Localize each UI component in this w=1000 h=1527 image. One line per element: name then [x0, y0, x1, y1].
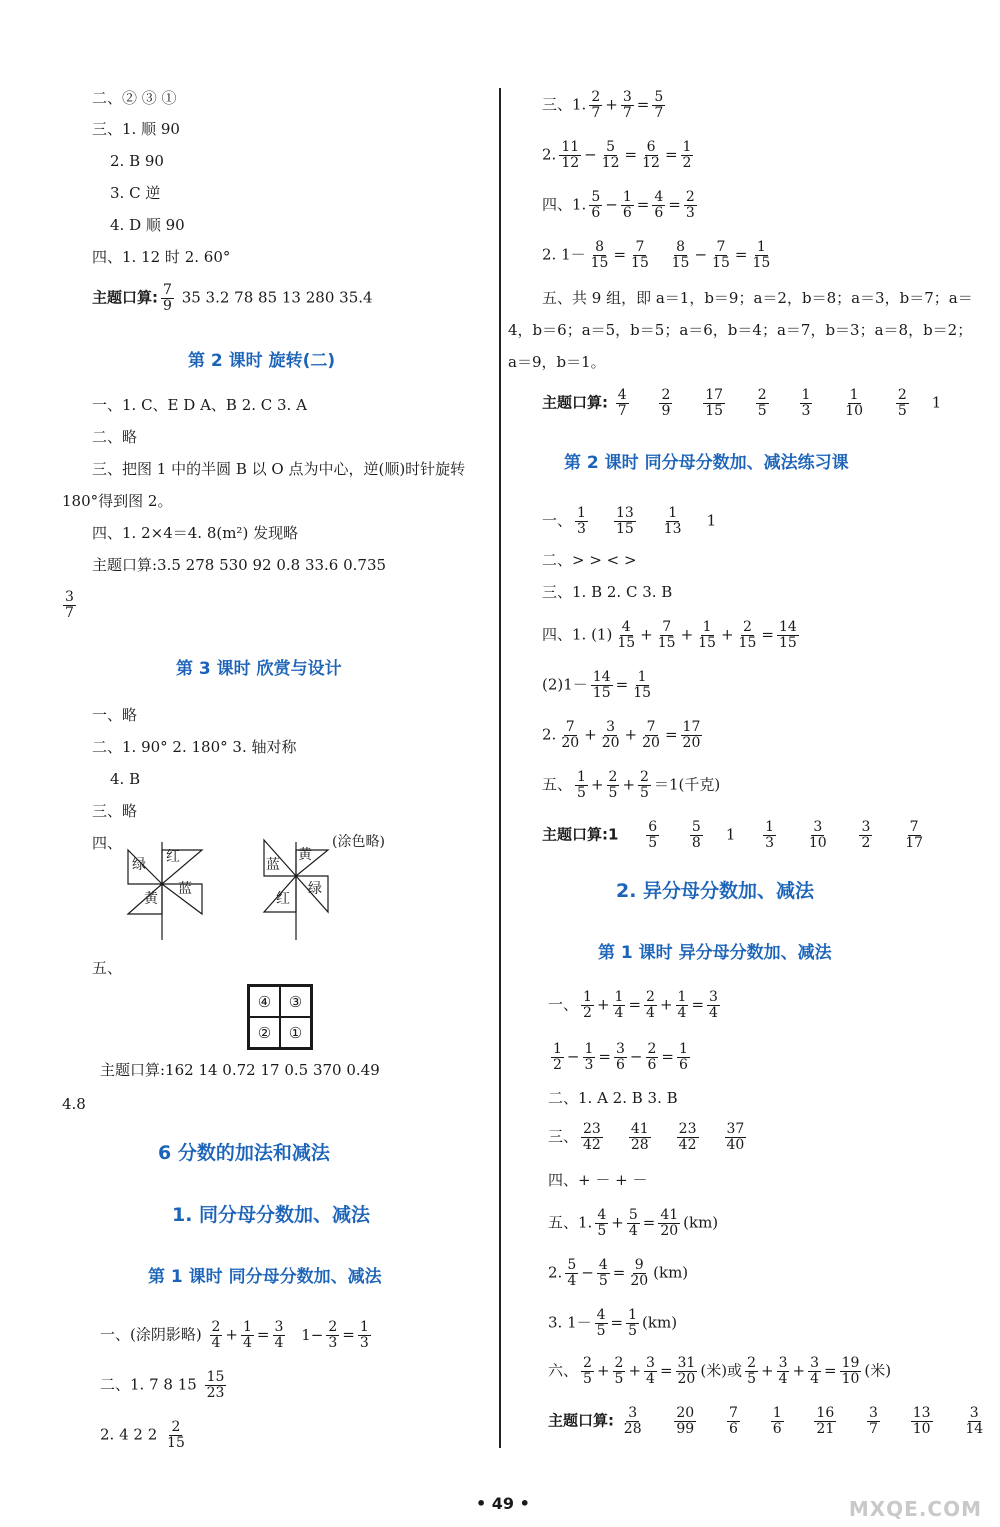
zhuti-3-cont: 4.8	[62, 1095, 86, 1113]
l3-b: 4. B	[110, 770, 141, 788]
r-wu-2-2: 2. $\frac{5}{4}$ − $\frac{4}{5}$ = $\frac{9}{20}$ (km)	[548, 1257, 689, 1289]
l2-si: 四、1. 2×4＝4. 8(m²) 发现略	[92, 524, 299, 542]
l3-wu: 五、	[92, 959, 123, 977]
r-san-2: 2. $\frac{11}{12}$ − $\frac{5}{12}$ = $\frac{6}{12}$ = $\frac{1}{2}$	[542, 139, 692, 171]
l2-er: 二、略	[92, 428, 138, 446]
s1-er-2: 2. 4 2 2 $\frac{2}{15}$	[100, 1419, 185, 1451]
answer-san-3: 3. C 逆	[110, 184, 161, 202]
zhuti-kousuan-1: 主题口算: $\frac{7}{9}$ 35 3.2 78 85 13 280 35.4	[92, 282, 373, 314]
r-san-1: 三、1. $\frac{2}{7}$ + $\frac{3}{7}$ = $\frac{5}{7}$	[542, 89, 664, 121]
r-wu-2-1: 五、1. $\frac{4}{5}$ + $\frac{5}{4}$ = $\frac{41}{20}$ (km)	[548, 1207, 719, 1239]
answer-san-1: 三、1. 顺 90	[92, 120, 180, 138]
r-yi: 一、 $\frac{1}{3}$ $\frac{13}{15}$ $\frac{1}{13}$ 1	[542, 505, 717, 537]
r-wu-c: a＝9，b＝1。	[508, 353, 606, 371]
r-yi-2a: 一、 $\frac{1}{2}$ + $\frac{1}{4}$ = $\frac{2}{4}$ + $\frac{1}{4}$ = $\frac{3}{4}$	[548, 989, 718, 1021]
zhuti-kousuan-2: 主题口算:3.5 278 530 92 0.8 33.6 0.735	[92, 556, 387, 574]
r-wu-b: 4，b＝6；a＝5，b＝5；a＝6，b＝4；a＝7，b＝3；a＝8，b＝2；	[508, 321, 973, 339]
lesson-3-heading: 第 3 课时 欣赏与设计	[176, 659, 342, 679]
tuse-note: (涂色略)	[332, 834, 385, 850]
chapter-6-heading: 6 分数的加法和减法	[158, 1142, 330, 1164]
r-si-2b: 四、+ － + －	[548, 1171, 648, 1189]
watermark: MXQE.COM	[848, 1497, 982, 1521]
r-wu-a: 五、共 9 组，即 a＝1，b＝9；a＝2，b＝8；a＝3，b＝7；a＝	[542, 289, 973, 307]
answer-san-4: 4. D 顺 90	[110, 216, 185, 234]
r-si-b-3: 2. $\frac{7}{20}$ + $\frac{3}{20}$ + $\frac{7}{20}$ = $\frac{17}{20}$	[542, 719, 701, 751]
lesson-2-heading: 第 2 课时 旋转(二)	[188, 351, 336, 371]
s1-er-1: 二、1. 7 8 15 $\frac{15}{23}$	[100, 1369, 225, 1401]
r-si-b-1: 四、1. (1) $\frac{4}{15}$ + $\frac{7}{15}$ + $\frac{1}{15}$ + $\frac{2}{15}$ = $\frac{14}{15}$	[542, 619, 797, 651]
answer-san-2: 2. B 90	[110, 152, 164, 170]
r-zhuti-3: 主题口算: $\frac{3}{28}$ $\frac{20}{99}$ $\frac{7}{6}$ $\frac{1}{6}$ $\frac{16}{21}$ $\frac{3}{7}$ $\frac{13}{10}$ $\frac{3}{14}$	[548, 1405, 984, 1437]
s1-yi: 一、(涂阴影略) $\frac{2}{4}$ + $\frac{1}{4}$ = $\frac{3}{4}$ 1− $\frac{2}{3}$ = $\frac{1}{3}$	[100, 1319, 369, 1351]
r-wu: 五、 $\frac{1}{5}$ + $\frac{2}{5}$ + $\frac{2}{5}$ ＝1(千克)	[542, 769, 721, 801]
l3-si: 四、	[92, 834, 123, 852]
zhuti-kousuan-3: 主题口算:162 14 0.72 17 0.5 370 0.49	[100, 1061, 380, 1079]
l2-san-a: 三、把图 1 中的半圆 B 以 O 点为中心，逆(顺)时针旋转	[92, 460, 466, 478]
r-lesson-2-heading: 第 2 课时 同分母分数加、减法练习课	[564, 453, 849, 473]
answer-er: 二、② ③ ①	[92, 89, 177, 107]
fraction: $\frac{7}{9}$	[163, 282, 172, 314]
r-zhuti-1: 主题口算: $\frac{4}{7}$ $\frac{2}{9}$ $\frac{17}{15}$ $\frac{2}{5}$ $\frac{1}{3}$ $\frac{1}{10}$ $\frac{2}{5}$ 1	[542, 387, 942, 419]
answer-si: 四、1. 12 时 2. 60°	[92, 248, 231, 266]
r-yi-2b: $\frac{1}{2}$ − $\frac{1}{3}$ = $\frac{3}{6}$ − $\frac{2}{6}$ = $\frac{1}{6}$	[553, 1041, 688, 1073]
pinwheel-2-labels: 蓝 黄 红 绿	[266, 847, 322, 907]
r-san-b: 三、1. B 2. C 3. B	[542, 583, 673, 601]
r-san-2b: 三、 $\frac{23}{42}$ $\frac{41}{28}$ $\frac{23}{42}$ $\frac{37}{40}$	[548, 1121, 745, 1153]
l2-san-b: 180°得到图 2。	[62, 492, 173, 510]
pinwheel-1-labels: 绿 红 黄 蓝	[132, 849, 192, 907]
section-2-lesson-1-heading: 第 1 课时 异分母分数加、减法	[598, 943, 832, 963]
r-liu: 六、 $\frac{2}{5}$ + $\frac{2}{5}$ + $\frac{3}{4}$ = $\frac{31}{20}$ (米)或 $\frac{2}{5}$ + $\frac{3}{4}$ + $\frac{3}{4}$ = $\frac{19}{10}$ (米)	[548, 1355, 892, 1387]
l3-san: 三、略	[92, 802, 138, 820]
r-si-b-2: (2)1－ $\frac{14}{15}$ = $\frac{1}{15}$	[542, 669, 652, 701]
section-1-heading: 1. 同分母分数加、减法	[172, 1204, 371, 1226]
r-zhuti-2: 主题口算:1 $\frac{6}{5}$ $\frac{5}{8}$ 1 $\frac{1}{3}$ $\frac{3}{10}$ $\frac{3}{2}$ $\frac{7}{17}$	[542, 819, 924, 851]
section-1-lesson-1-heading: 第 1 课时 同分母分数加、减法	[148, 1267, 382, 1287]
l2-yi: 一、1. C、E D A、B 2. C 3. A	[92, 396, 307, 414]
page-number: • 49 •	[476, 1494, 530, 1513]
l3-yi: 一、略	[92, 706, 138, 724]
rotation-grid: ④ ③ ② ①	[247, 984, 313, 1050]
r-er-2: 二、1. A 2. B 3. B	[548, 1089, 678, 1107]
r-si-2: 2. 1－ $\frac{8}{15}$ = $\frac{7}{15}$ $\frac{8}{15}$ − $\frac{7}{15}$ = $\frac{1}{15}$	[542, 239, 771, 271]
r-si-1: 四、1. $\frac{5}{6}$ − $\frac{1}{6}$ = $\frac{4}{6}$ = $\frac{2}{3}$	[542, 189, 695, 221]
zhuti-2-fraction: $\frac{3}{7}$	[65, 589, 74, 621]
l3-er: 二、1. 90° 2. 180° 3. 轴对称	[92, 738, 297, 756]
r-er: 二、> > < >	[542, 551, 637, 569]
section-2-heading: 2. 异分母分数加、减法	[616, 880, 815, 902]
column-divider	[499, 88, 501, 1448]
r-wu-2-3: 3. 1－ $\frac{4}{5}$ = $\frac{1}{5}$ (km)	[548, 1307, 678, 1339]
